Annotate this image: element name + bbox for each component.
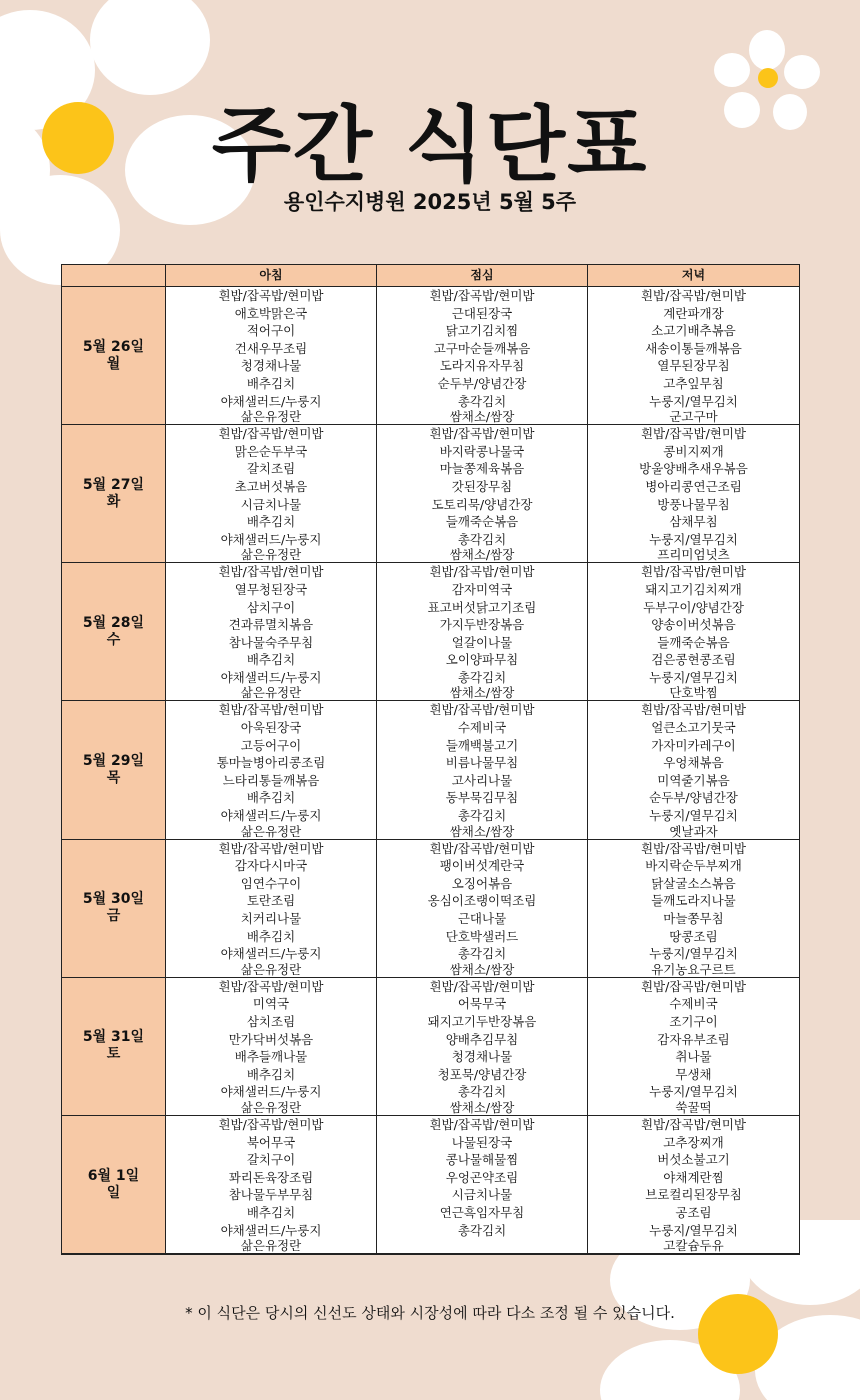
menu-item: 배추김치 bbox=[246, 1066, 296, 1082]
lunch-cell bbox=[377, 701, 588, 839]
menu-item: 도라지유자무침 bbox=[439, 358, 525, 374]
day-cell bbox=[62, 839, 166, 977]
menu-item: 단호박찜 bbox=[669, 686, 718, 701]
menu-item: 흰밥/잡곡밥/현미밥 bbox=[640, 288, 747, 303]
menu-item: 쌈채소/쌈장 bbox=[449, 962, 515, 977]
menu-item: 야채샐러드/누룽지 bbox=[220, 531, 322, 547]
menu-item: 순두부/양념간장 bbox=[649, 790, 738, 806]
menu-item: 양배추김무침 bbox=[445, 1031, 519, 1047]
menu-item: 총각김치 bbox=[457, 531, 507, 547]
page-title: 주간 식단표 bbox=[211, 98, 649, 193]
dinner-cell bbox=[588, 701, 800, 839]
menu-item: 쌈채소/쌈장 bbox=[449, 1100, 515, 1115]
menu-item: 야채샐러드/누룽지 bbox=[220, 808, 322, 824]
dinner-cell bbox=[588, 425, 800, 563]
day-date: 6월 1일 bbox=[87, 1167, 140, 1184]
table-row bbox=[62, 839, 800, 977]
menu-item: 바지락콩나물국 bbox=[439, 443, 525, 459]
day-date: 5월 29일 bbox=[82, 753, 145, 770]
table-row bbox=[62, 287, 800, 425]
menu-item: 삶은유정란 bbox=[240, 686, 302, 701]
menu-item: 삼치구이 bbox=[246, 599, 296, 615]
menu-item: 근대나물 bbox=[457, 911, 507, 926]
menu-item: 조기구이 bbox=[669, 1013, 718, 1029]
table-row bbox=[62, 701, 800, 839]
menu-item: 토란조림 bbox=[246, 893, 296, 909]
menu-item: 연근흑임자무침 bbox=[439, 1204, 525, 1220]
menu-item: 마늘쫑제육볶음 bbox=[439, 461, 525, 477]
menu-item: 배추김치 bbox=[246, 652, 296, 668]
table-row bbox=[62, 977, 800, 1115]
breakfast-cell bbox=[166, 563, 377, 701]
day-cell bbox=[62, 701, 166, 839]
menu-item: 참나물두부무침 bbox=[228, 1187, 314, 1203]
menu-item: 애호박맑은국 bbox=[234, 305, 308, 321]
table-row bbox=[62, 563, 800, 701]
menu-item: 삶은유정란 bbox=[240, 1100, 302, 1115]
menu-item: 돼지고기김치찌개 bbox=[645, 581, 742, 597]
day-weekday: 일 bbox=[106, 1184, 121, 1201]
day-weekday: 토 bbox=[106, 1046, 121, 1063]
menu-item: 흰밥/잡곡밥/현미밥 bbox=[218, 978, 324, 994]
menu-item: 배추들깨나물 bbox=[234, 1049, 308, 1065]
menu-item: 수제비국 bbox=[669, 996, 718, 1012]
menu-item: 고칼슘두유 bbox=[663, 1239, 724, 1254]
menu-item: 고추장찌개 bbox=[663, 1134, 724, 1150]
menu-item: 옛날과자 bbox=[669, 824, 718, 839]
table-row bbox=[62, 1115, 800, 1254]
menu-item: 병아리콩연근조림 bbox=[645, 478, 742, 494]
menu-item: 얼큰소고기뭇국 bbox=[651, 720, 736, 736]
menu-item: 통마늘병아리콩조림 bbox=[216, 755, 326, 771]
menu-item: 비름나물무침 bbox=[445, 755, 519, 771]
menu-item: 흰밥/잡곡밥/현미밥 bbox=[218, 288, 324, 303]
menu-item: 견과류멸치볶음 bbox=[228, 617, 314, 633]
day-date: 5월 26일 bbox=[82, 338, 145, 355]
menu-item: 청포묵/양념간장 bbox=[437, 1066, 527, 1082]
menu-item: 삶은유정란 bbox=[240, 548, 302, 563]
menu-item: 흰밥/잡곡밥/현미밥 bbox=[429, 1116, 535, 1132]
menu-item: 들깨백불고기 bbox=[445, 737, 519, 753]
menu-item: 오이양파무침 bbox=[445, 652, 519, 668]
menu-item: 총각김치 bbox=[457, 1222, 507, 1238]
menu-body bbox=[62, 287, 800, 1255]
menu-item: 들깨도라지나물 bbox=[651, 893, 736, 909]
dinner-cell bbox=[588, 839, 800, 977]
menu-item: 삶은유정란 bbox=[240, 410, 302, 425]
menu-item: 삼치조림 bbox=[246, 1013, 296, 1029]
menu-item: 동부묵김무침 bbox=[445, 790, 519, 806]
menu-item: 마늘쫑무침 bbox=[663, 911, 724, 926]
menu-item: 양송이버섯볶음 bbox=[651, 617, 736, 633]
menu-item: 쑥꿀떡 bbox=[675, 1100, 712, 1115]
menu-item: 만가닥버섯볶음 bbox=[228, 1031, 314, 1047]
menu-item: 배추김치 bbox=[246, 790, 296, 806]
menu-item: 삶은유정란 bbox=[240, 1239, 302, 1254]
day-weekday: 수 bbox=[106, 631, 121, 648]
menu-item: 표고버섯닭고기조림 bbox=[427, 599, 537, 615]
menu-item: 느타리통들깨볶음 bbox=[222, 772, 320, 788]
menu-item: 유기농요구르트 bbox=[651, 962, 736, 977]
menu-item: 소고기배추볶음 bbox=[651, 323, 736, 339]
menu-item: 삼채무침 bbox=[669, 514, 718, 530]
menu-item: 가지두반장볶음 bbox=[439, 617, 525, 633]
menu-item: 총각김치 bbox=[457, 393, 507, 409]
menu-item: 얼갈이나물 bbox=[451, 634, 513, 650]
menu-item: 오징어볶음 bbox=[451, 875, 513, 891]
menu-item: 총각김치 bbox=[457, 669, 507, 685]
menu-item: 초고버섯볶음 bbox=[234, 478, 308, 494]
menu-item: 쌈채소/쌈장 bbox=[449, 548, 515, 563]
menu-item: 흰밥/잡곡밥/현미밥 bbox=[640, 702, 747, 718]
menu-item: 콩비지찌개 bbox=[663, 443, 724, 459]
menu-item: 우엉곤약조림 bbox=[445, 1169, 519, 1185]
dinner-cell bbox=[588, 977, 800, 1115]
menu-item: 바지락순두부찌개 bbox=[645, 858, 742, 874]
breakfast-cell bbox=[166, 287, 377, 425]
menu-item: 총각김치 bbox=[457, 946, 507, 962]
menu-item: 삶은유정란 bbox=[240, 824, 302, 839]
page-subtitle: 용인수지병원 2025년 5월 5주 bbox=[283, 190, 577, 214]
menu-item: 무생채 bbox=[675, 1066, 712, 1082]
menu-item: 누룽지/열무김치 bbox=[649, 1222, 738, 1238]
day-cell bbox=[62, 287, 166, 425]
menu-item: 미역줄기볶음 bbox=[657, 772, 730, 788]
menu-item bbox=[377, 1239, 587, 1253]
menu-item: 닭살굴소스볶음 bbox=[651, 875, 736, 891]
menu-item: 방풍나물무침 bbox=[657, 496, 730, 512]
menu-item: 시금치나물 bbox=[451, 1187, 513, 1203]
menu-item: 단호박샐러드 bbox=[445, 928, 519, 944]
menu-item: 갈치구이 bbox=[246, 1152, 296, 1168]
menu-item: 누룽지/열무김치 bbox=[649, 531, 738, 547]
column-header-breakfast: 아침 bbox=[166, 265, 377, 287]
menu-item: 방울양배추새우볶음 bbox=[639, 461, 748, 477]
menu-item: 흰밥/잡곡밥/현미밥 bbox=[218, 840, 324, 856]
menu-item: 흰밥/잡곡밥/현미밥 bbox=[640, 840, 747, 856]
day-cell bbox=[62, 425, 166, 563]
menu-item: 누룽지/열무김치 bbox=[649, 1084, 738, 1100]
menu-item: 누룽지/열무김치 bbox=[649, 669, 738, 685]
lunch-cell bbox=[377, 1115, 588, 1254]
menu-item: 아욱된장국 bbox=[240, 720, 302, 736]
menu-item: 고사리나물 bbox=[451, 772, 513, 788]
breakfast-cell bbox=[166, 701, 377, 839]
menu-item: 고등어구이 bbox=[240, 737, 302, 753]
footnote: * 이 식단은 당시의 신선도 상태와 시장성에 따라 다소 조정 될 수 있습니다. bbox=[185, 1304, 675, 1322]
menu-item: 수제비국 bbox=[457, 720, 507, 736]
day-weekday: 월 bbox=[106, 355, 121, 372]
menu-item: 쌈채소/쌈장 bbox=[449, 410, 515, 425]
menu-item: 시금치나물 bbox=[240, 496, 302, 512]
weekly-menu-table bbox=[61, 264, 800, 1255]
breakfast-cell bbox=[166, 425, 377, 563]
menu-item: 야채계란찜 bbox=[663, 1169, 724, 1185]
menu-item: 총각김치 bbox=[457, 1084, 507, 1100]
menu-item: 두부구이/양념간장 bbox=[643, 599, 744, 615]
lunch-cell bbox=[377, 425, 588, 563]
menu-item: 누룽지/열무김치 bbox=[649, 393, 738, 409]
menu-item: 들깨죽순볶음 bbox=[657, 634, 730, 650]
dinner-cell bbox=[588, 1115, 800, 1254]
menu-item: 누룽지/열무김치 bbox=[649, 808, 738, 824]
menu-item: 청경채나물 bbox=[240, 358, 302, 374]
menu-item: 닭고기김치찜 bbox=[445, 323, 519, 339]
dinner-cell bbox=[588, 563, 800, 701]
day-date: 5월 27일 bbox=[82, 476, 145, 493]
lunch-cell bbox=[377, 287, 588, 425]
day-date: 5월 31일 bbox=[82, 1029, 145, 1046]
breakfast-cell bbox=[166, 977, 377, 1115]
menu-item: 열무청된장국 bbox=[234, 581, 308, 597]
lunch-cell bbox=[377, 563, 588, 701]
menu-item: 꽈리돈육장조림 bbox=[228, 1169, 314, 1185]
menu-item: 감자미역국 bbox=[451, 581, 513, 597]
day-weekday: 금 bbox=[106, 908, 121, 925]
menu-item: 임연수구이 bbox=[240, 875, 302, 891]
menu-item: 감자다시마국 bbox=[234, 858, 308, 874]
day-date: 5월 28일 bbox=[82, 614, 145, 631]
menu-item: 미역국 bbox=[252, 996, 290, 1012]
menu-item: 야채샐러드/누룽지 bbox=[220, 1222, 322, 1238]
day-cell bbox=[62, 563, 166, 701]
menu-item: 팽이버섯계란국 bbox=[439, 858, 525, 874]
menu-item: 야채샐러드/누룽지 bbox=[220, 1084, 322, 1100]
menu-item: 치커리나물 bbox=[240, 911, 302, 926]
menu-item: 군고구마 bbox=[669, 410, 718, 425]
menu-item: 쌈채소/쌈장 bbox=[449, 824, 515, 839]
menu-item: 들깨죽순볶음 bbox=[445, 514, 519, 530]
menu-item: 흰밥/잡곡밥/현미밥 bbox=[640, 426, 747, 442]
menu-item: 흰밥/잡곡밥/현미밥 bbox=[218, 564, 324, 580]
menu-item: 흰밥/잡곡밥/현미밥 bbox=[429, 564, 535, 580]
menu-item: 가자미카레구이 bbox=[651, 737, 736, 753]
menu-item: 야채샐러드/누룽지 bbox=[220, 393, 322, 409]
menu-item: 참나물숙주무침 bbox=[228, 634, 314, 650]
menu-item: 갓된장무침 bbox=[451, 478, 513, 494]
menu-item: 배추김치 bbox=[246, 1204, 296, 1220]
menu-item: 열무된장무침 bbox=[657, 358, 730, 374]
menu-item: 돼지고기두반장볶음 bbox=[427, 1013, 537, 1029]
menu-item: 공조림 bbox=[675, 1204, 712, 1220]
menu-item: 브로컬리된장무침 bbox=[645, 1187, 742, 1203]
menu-item: 우엉채볶음 bbox=[663, 755, 724, 771]
menu-item: 흰밥/잡곡밥/현미밥 bbox=[640, 978, 747, 994]
column-header-dinner: 저녁 bbox=[588, 265, 800, 287]
menu-item: 콩나물해물찜 bbox=[445, 1152, 519, 1168]
menu-item: 근대된장국 bbox=[451, 305, 513, 321]
menu-item: 배추김치 bbox=[246, 514, 296, 530]
menu-item: 맑은순두부국 bbox=[234, 443, 308, 459]
menu-item: 흰밥/잡곡밥/현미밥 bbox=[429, 426, 535, 442]
menu-item: 흰밥/잡곡밥/현미밥 bbox=[218, 1116, 324, 1132]
menu-item: 계란파개장 bbox=[663, 305, 724, 321]
menu-item: 옹심이조랭이떡조림 bbox=[427, 893, 537, 909]
menu-item: 고추잎무침 bbox=[663, 375, 724, 391]
menu-item: 프리미엄넛츠 bbox=[657, 548, 730, 563]
lunch-cell bbox=[377, 977, 588, 1115]
menu-item: 어묵무국 bbox=[457, 996, 507, 1012]
menu-item: 순두부/양념간장 bbox=[437, 375, 527, 391]
menu-item: 흰밥/잡곡밥/현미밥 bbox=[429, 840, 535, 856]
table-row bbox=[62, 425, 800, 563]
menu-item: 배추김치 bbox=[246, 928, 296, 944]
day-cell bbox=[62, 1115, 166, 1254]
menu-item: 버섯소불고기 bbox=[657, 1152, 730, 1168]
menu-item: 배추김치 bbox=[246, 375, 296, 391]
menu-item: 취나물 bbox=[675, 1049, 712, 1065]
table-header-row bbox=[62, 265, 800, 287]
menu-item: 북어무국 bbox=[246, 1134, 296, 1150]
menu-item: 흰밥/잡곡밥/현미밥 bbox=[429, 978, 535, 994]
menu-item: 쌈채소/쌈장 bbox=[449, 686, 515, 701]
menu-item: 새송이통들깨볶음 bbox=[645, 340, 742, 356]
menu-item: 흰밥/잡곡밥/현미밥 bbox=[429, 702, 535, 718]
menu-item: 흰밥/잡곡밥/현미밥 bbox=[218, 702, 324, 718]
menu-item: 갈치조림 bbox=[246, 461, 296, 477]
menu-item: 총각김치 bbox=[457, 808, 507, 824]
breakfast-cell bbox=[166, 839, 377, 977]
menu-item: 나물된장국 bbox=[451, 1134, 513, 1150]
day-weekday: 화 bbox=[106, 493, 121, 510]
menu-item: 흰밥/잡곡밥/현미밥 bbox=[218, 426, 324, 442]
breakfast-cell bbox=[166, 1115, 377, 1254]
menu-item: 청경채나물 bbox=[451, 1049, 513, 1065]
column-header-lunch: 점심 bbox=[377, 265, 588, 287]
menu-item: 흰밥/잡곡밥/현미밥 bbox=[429, 288, 535, 303]
dinner-cell bbox=[588, 287, 800, 425]
day-cell bbox=[62, 977, 166, 1115]
day-weekday: 목 bbox=[106, 770, 121, 787]
menu-item: 야채샐러드/누룽지 bbox=[220, 946, 322, 962]
day-date: 5월 30일 bbox=[82, 891, 145, 908]
menu-item: 건새우무조림 bbox=[234, 340, 308, 356]
menu-item: 누룽지/열무김치 bbox=[649, 946, 738, 962]
lunch-cell bbox=[377, 839, 588, 977]
menu-item: 야채샐러드/누룽지 bbox=[220, 669, 322, 685]
menu-item: 흰밥/잡곡밥/현미밥 bbox=[640, 564, 747, 580]
menu-item: 적어구이 bbox=[246, 323, 296, 339]
header-corner bbox=[62, 265, 166, 287]
menu-item: 감자유부조림 bbox=[657, 1031, 730, 1047]
menu-item: 도토리묵/양념간장 bbox=[431, 496, 533, 512]
menu-item: 고구마순들깨볶음 bbox=[433, 340, 531, 356]
menu-item: 흰밥/잡곡밥/현미밥 bbox=[640, 1116, 747, 1132]
menu-item: 땅콩조림 bbox=[669, 928, 718, 944]
menu-item: 삶은유정란 bbox=[240, 962, 302, 977]
menu-item: 검은콩현콩조림 bbox=[651, 652, 736, 668]
